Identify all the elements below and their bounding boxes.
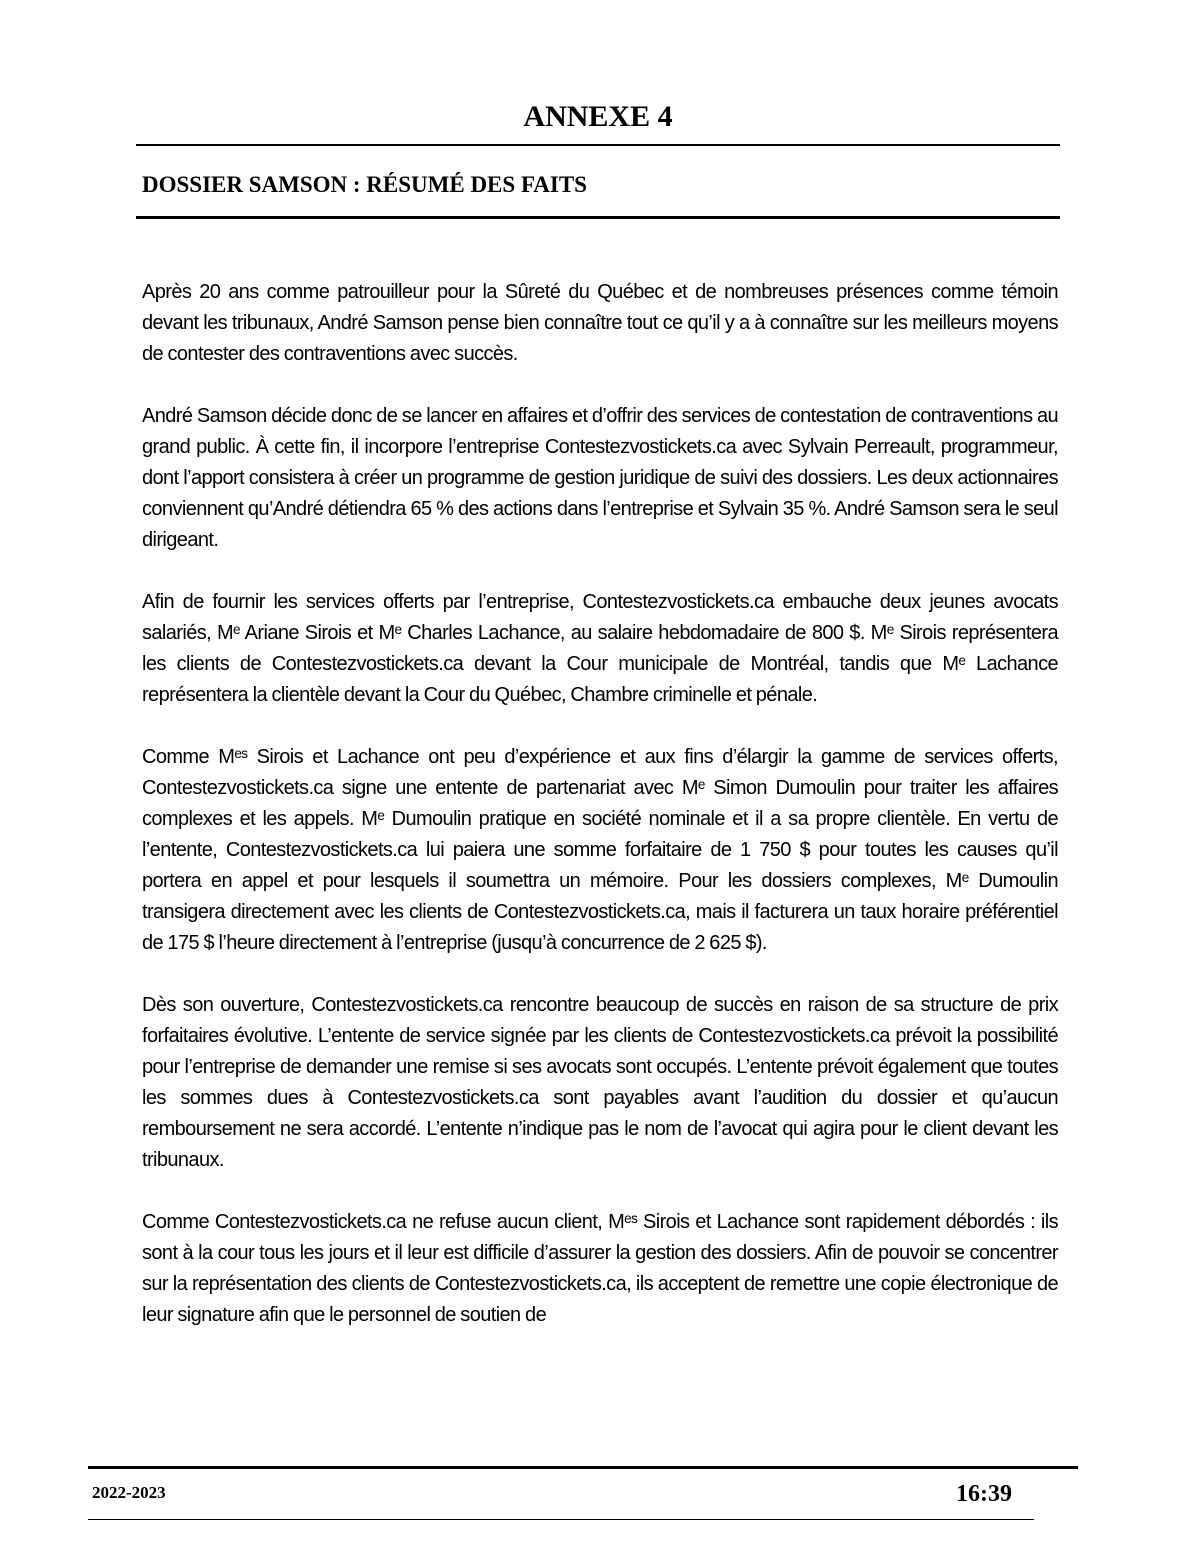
paragraph: Comme Contestezvostickets.ca ne refuse aucun client, Mᵉˢ Sirois et Lachance sont rapidement débordés : ils sont à la cour tous les jours et il leur est difficile d’assurer la gestion des dossiers. Afin de pouvoir se concentrer sur la représentation des clients de Contestezvostickets.ca, ils acceptent de remettre une copie électronique de leur signature afin que le personnel de soutien de: [142, 1211, 1058, 1326]
heading-divider: [136, 216, 1060, 219]
document-body: [142, 277, 1058, 1331]
paragraph: Dès son ouverture, Contestezvostickets.ca rencontre beaucoup de succès en raison de sa structure de prix forfaitaires évolutive. L’entente de service signée par les clients de Contestezvostickets.ca prévoit la possibilité pour l’entreprise de demander une remise si ses avocats sont occupés. L’entente prévoit également que toutes les sommes dues à Contestezvostickets.ca sont payables avant l’audition du dossier et qu’aucun remboursement ne sera accordé. L’entente n’indique pas le nom de l’avocat qui agira pour le client devant les tribunaux.: [142, 994, 1058, 1171]
paragraph: Après 20 ans comme patrouilleur pour la Sûreté du Québec et de nombreuses présences comme témoin devant les tribunaux, André Samson pense bien connaître tout ce qu’il y a à connaître sur les meilleurs moyens de contester des contraventions avec succès.: [142, 281, 1058, 365]
footer-divider-bottom: [88, 1519, 1034, 1520]
title-divider: [136, 144, 1060, 146]
paragraph: Comme Mᵉˢ Sirois et Lachance ont peu d’expérience et aux fins d’élargir la gamme de services offerts, Contestezvostickets.ca signe une entente de partenariat avec Mᵉ Simon Dumoulin pour traiter les affaires complexes et les appels. Mᵉ Dumoulin pratique en société nominale et il a sa propre clientèle. En vertu de l’entente, Contestezvostickets.ca lui paiera une somme forfaitaire de 1 750 $ pour toutes les causes qu’il portera en appel et pour lesquels il soumettra un mémoire. Pour les dossiers complexes, Mᵉ Dumoulin transigera directement avec les clients de Contestezvostickets.ca, mais il facturera un taux horaire préférentiel de 175 $ l’heure directement à l’entreprise (jusqu’à concurrence de 2 625 $).: [142, 746, 1058, 954]
section-heading: DOSSIER SAMSON : RÉSUMÉ DES FAITS: [142, 172, 587, 197]
footer-year: 2022-2023: [92, 1483, 166, 1502]
footer-page-number: 16:39: [956, 1481, 1012, 1507]
footer-divider-top: [88, 1466, 1078, 1469]
paragraph: Afin de fournir les services offerts par l’entreprise, Contestezvostickets.ca embauche deux jeunes avocats salariés, Mᵉ Ariane Sirois et Mᵉ Charles Lachance, au salaire hebdomadaire de 800 $. Mᵉ Sirois représentera les clients de Contestezvostickets.ca devant la Cour municipale de Montréal, tandis que Mᵉ Lachance représentera la clientèle devant la Cour du Québec, Chambre criminelle et pénale.: [142, 591, 1058, 706]
paragraph: André Samson décide donc de se lancer en affaires et d’offrir des services de contestation de contraventions au grand public. À cette fin, il incorpore l’entreprise Contestezvostickets.ca avec Sylvain Perreault, programmeur, dont l’apport consistera à créer un programme de gestion juridique de suivi des dossiers. Les deux actionnaires conviennent qu’André détiendra 65 % des actions dans l’entreprise et Sylvain 35 %. André Samson sera le seul dirigeant.: [142, 405, 1058, 551]
page-title: ANNEXE 4: [523, 100, 673, 133]
